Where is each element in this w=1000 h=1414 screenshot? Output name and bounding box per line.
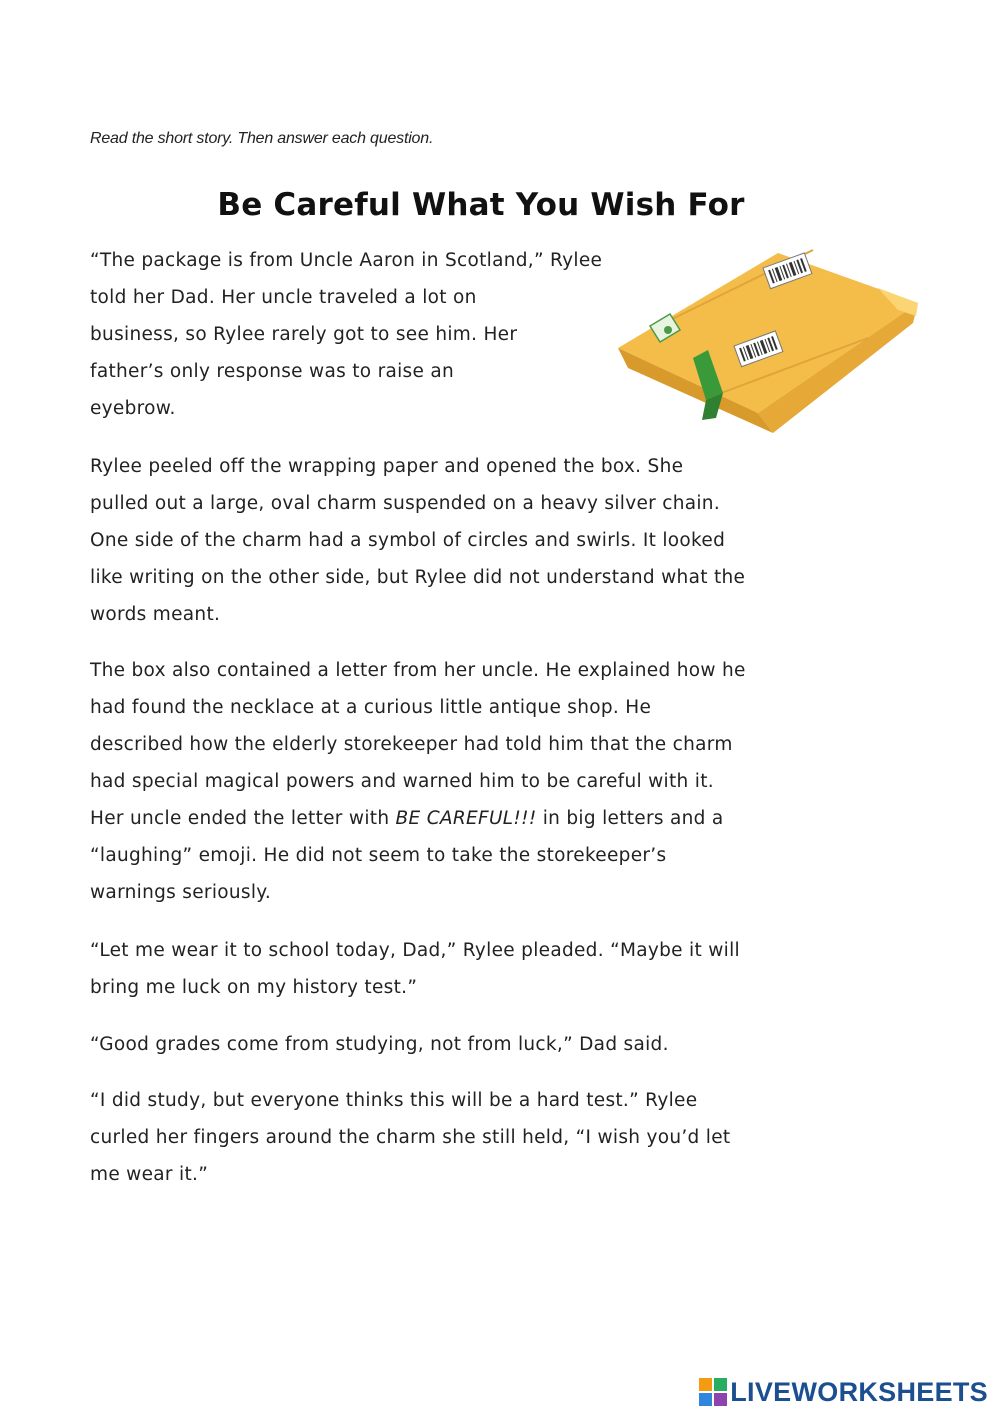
instructions: Read the short story. Then answer each question. — [90, 130, 434, 147]
paragraph-2 — [90, 448, 745, 633]
text-line: “The package is from Uncle Aaron in Scotland,” Rylee — [90, 250, 603, 271]
logo-mark-icon — [699, 1378, 727, 1406]
text-line: One side of the charm had a symbol of circles and swirls. It looked — [90, 530, 726, 551]
paragraph-6 — [90, 1082, 730, 1193]
text-line: business, so Rylee rarely got to see him. Her — [90, 324, 518, 345]
text-line: like writing on the other side, but Rylee did not understand what the — [90, 567, 746, 588]
package-icon — [598, 248, 918, 438]
text-line: had found the necklace at a curious little antique shop. He — [90, 697, 652, 718]
text-line: curled her fingers around the charm she still held, “I wish you’d let — [90, 1127, 731, 1148]
text-line: words meant. — [90, 604, 221, 625]
story-title: Be Careful What You Wish For — [217, 187, 745, 223]
emphasis-text: BE CAREFUL!!! — [395, 808, 537, 829]
text-line: me wear it.” — [90, 1164, 209, 1185]
text-line: warnings seriously. — [90, 882, 272, 903]
text-line: eyebrow. — [90, 398, 176, 419]
paragraph-1 — [90, 242, 602, 427]
text-line: The box also contained a letter from her uncle. He explained how he — [90, 660, 746, 681]
text-line: pulled out a large, oval charm suspended on a heavy silver chain. — [90, 493, 721, 514]
text-line: father’s only response was to raise an — [90, 361, 455, 382]
paragraph-3 — [90, 652, 746, 911]
text-line: bring me luck on my history test.” — [90, 977, 418, 998]
text-line: described how the elderly storekeeper had told him that the charm — [90, 734, 733, 755]
liveworksheets-logo[interactable] — [699, 1376, 988, 1408]
text-line: “Let me wear it to school today, Dad,” Rylee pleaded. “Maybe it will — [90, 940, 740, 961]
text-line: Rylee peeled off the wrapping paper and opened the box. She — [90, 456, 684, 477]
text-line: “laughing” emoji. He did not seem to take the storekeeper’s — [90, 845, 667, 866]
paragraph-4 — [90, 932, 740, 1006]
text-line: had special magical powers and warned him to be careful with it. — [90, 771, 714, 792]
logo-text: LIVEWORKSHEETS — [730, 1376, 988, 1407]
paragraph-5 — [90, 1026, 669, 1063]
text-segment: in big letters and a — [536, 808, 724, 829]
text-line: told her Dad. Her uncle traveled a lot on — [90, 287, 477, 308]
text-line: “I did study, but everyone thinks this will be a hard test.” Rylee — [90, 1090, 698, 1111]
text-segment: Her uncle ended the letter with — [90, 808, 396, 829]
text-line: “Good grades come from studying, not from luck,” Dad said. — [90, 1034, 669, 1055]
text-line — [90, 800, 746, 837]
